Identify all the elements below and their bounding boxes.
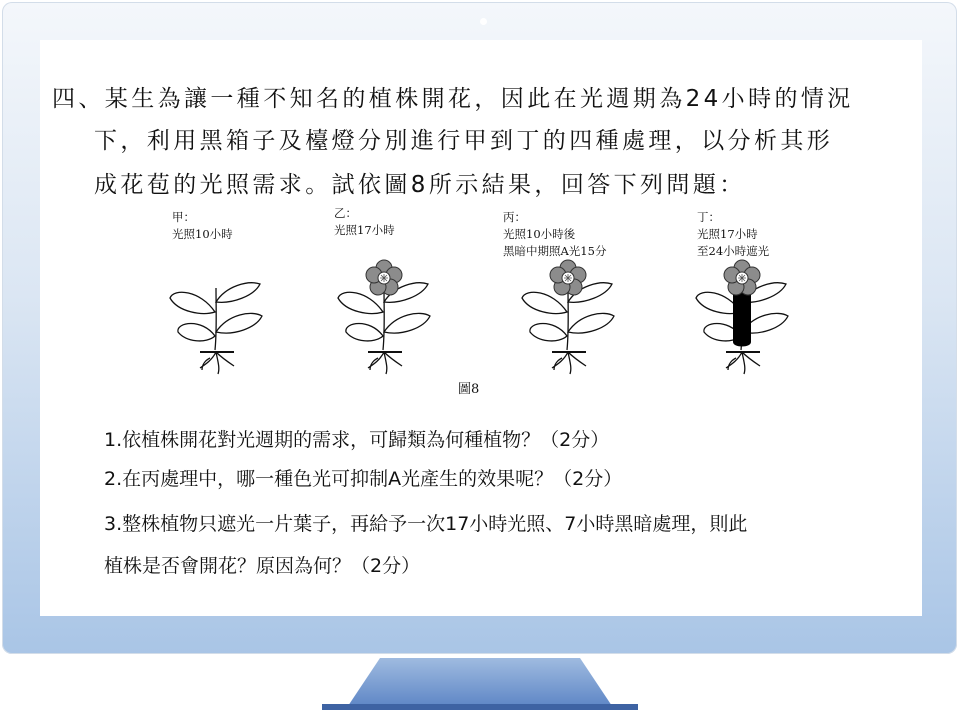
panel-yi-name: 乙： bbox=[334, 206, 357, 220]
roots bbox=[552, 352, 586, 374]
roots bbox=[200, 352, 234, 374]
camera-dot bbox=[480, 18, 487, 25]
panel-ding-condition-1: 光照17小時 bbox=[697, 227, 758, 241]
panel-label-jia bbox=[172, 209, 233, 243]
stem bbox=[215, 288, 216, 350]
plant-ding bbox=[686, 250, 796, 380]
panel-jia-name: 甲： bbox=[172, 210, 195, 224]
black-cover bbox=[733, 290, 751, 347]
question-line-3: 成花苞的光照需求。試依圖8所示結果，回答下列問題： bbox=[94, 172, 746, 198]
leaf-left-lower bbox=[178, 324, 215, 341]
panel-ding-name: 丁： bbox=[697, 210, 720, 224]
sub-question-2: 2.在丙處理中，哪一種色光可抑制A光產生的效果呢？（2分） bbox=[104, 468, 623, 490]
stem bbox=[567, 288, 568, 350]
leaf-right-lower bbox=[568, 313, 614, 333]
leaf-right-upper bbox=[216, 283, 260, 303]
sub-question-3-line-1: 3.整株植物只遮光一片葉子，再給予一次17小時光照、7小時黑暗處理，則此 bbox=[104, 513, 748, 535]
panel-yi-condition: 光照17小時 bbox=[334, 223, 395, 237]
leaf-right-lower bbox=[384, 313, 430, 333]
roots bbox=[368, 352, 402, 374]
question-line-1: 四、某生為讓一種不知名的植株開花，因此在光週期為24小時的情況 bbox=[52, 86, 854, 112]
monitor-stand bbox=[322, 658, 638, 710]
plant-yi bbox=[328, 250, 438, 380]
leaf-left-upper bbox=[170, 292, 215, 313]
plant-bing bbox=[512, 250, 622, 380]
flower-icon bbox=[724, 260, 760, 295]
panel-bing-condition-1: 光照10小時後 bbox=[503, 227, 576, 241]
question-line-2: 下，利用黑箱子及檯燈分別進行甲到丁的四種處理，以分析其形 bbox=[94, 128, 834, 154]
plant-jia bbox=[160, 250, 270, 380]
leaf-left-lower bbox=[530, 324, 567, 341]
leaf-right-lower bbox=[216, 313, 262, 333]
leaf-left-upper bbox=[338, 292, 383, 313]
panel-bing-condition-2: 黑暗中期照A光15分 bbox=[503, 244, 607, 258]
leaf-left-upper bbox=[522, 292, 567, 313]
sub-question-3-line-2: 植株是否會開花？原因為何？（2分） bbox=[104, 555, 421, 577]
flower-icon bbox=[366, 260, 402, 295]
roots bbox=[726, 352, 760, 374]
panel-ding-condition-2: 至24小時遮光 bbox=[697, 244, 770, 258]
leaf-left-lower bbox=[346, 324, 383, 341]
stem bbox=[383, 288, 384, 350]
flower-icon bbox=[550, 260, 586, 295]
panel-label-yi bbox=[334, 205, 395, 239]
figure-caption: 圖8 bbox=[458, 382, 480, 397]
panel-jia-condition: 光照10小時 bbox=[172, 227, 233, 241]
sub-question-1: 1.依植株開花對光週期的需求，可歸類為何種植物？（2分） bbox=[104, 429, 610, 451]
panel-bing-name: 丙： bbox=[503, 210, 526, 224]
